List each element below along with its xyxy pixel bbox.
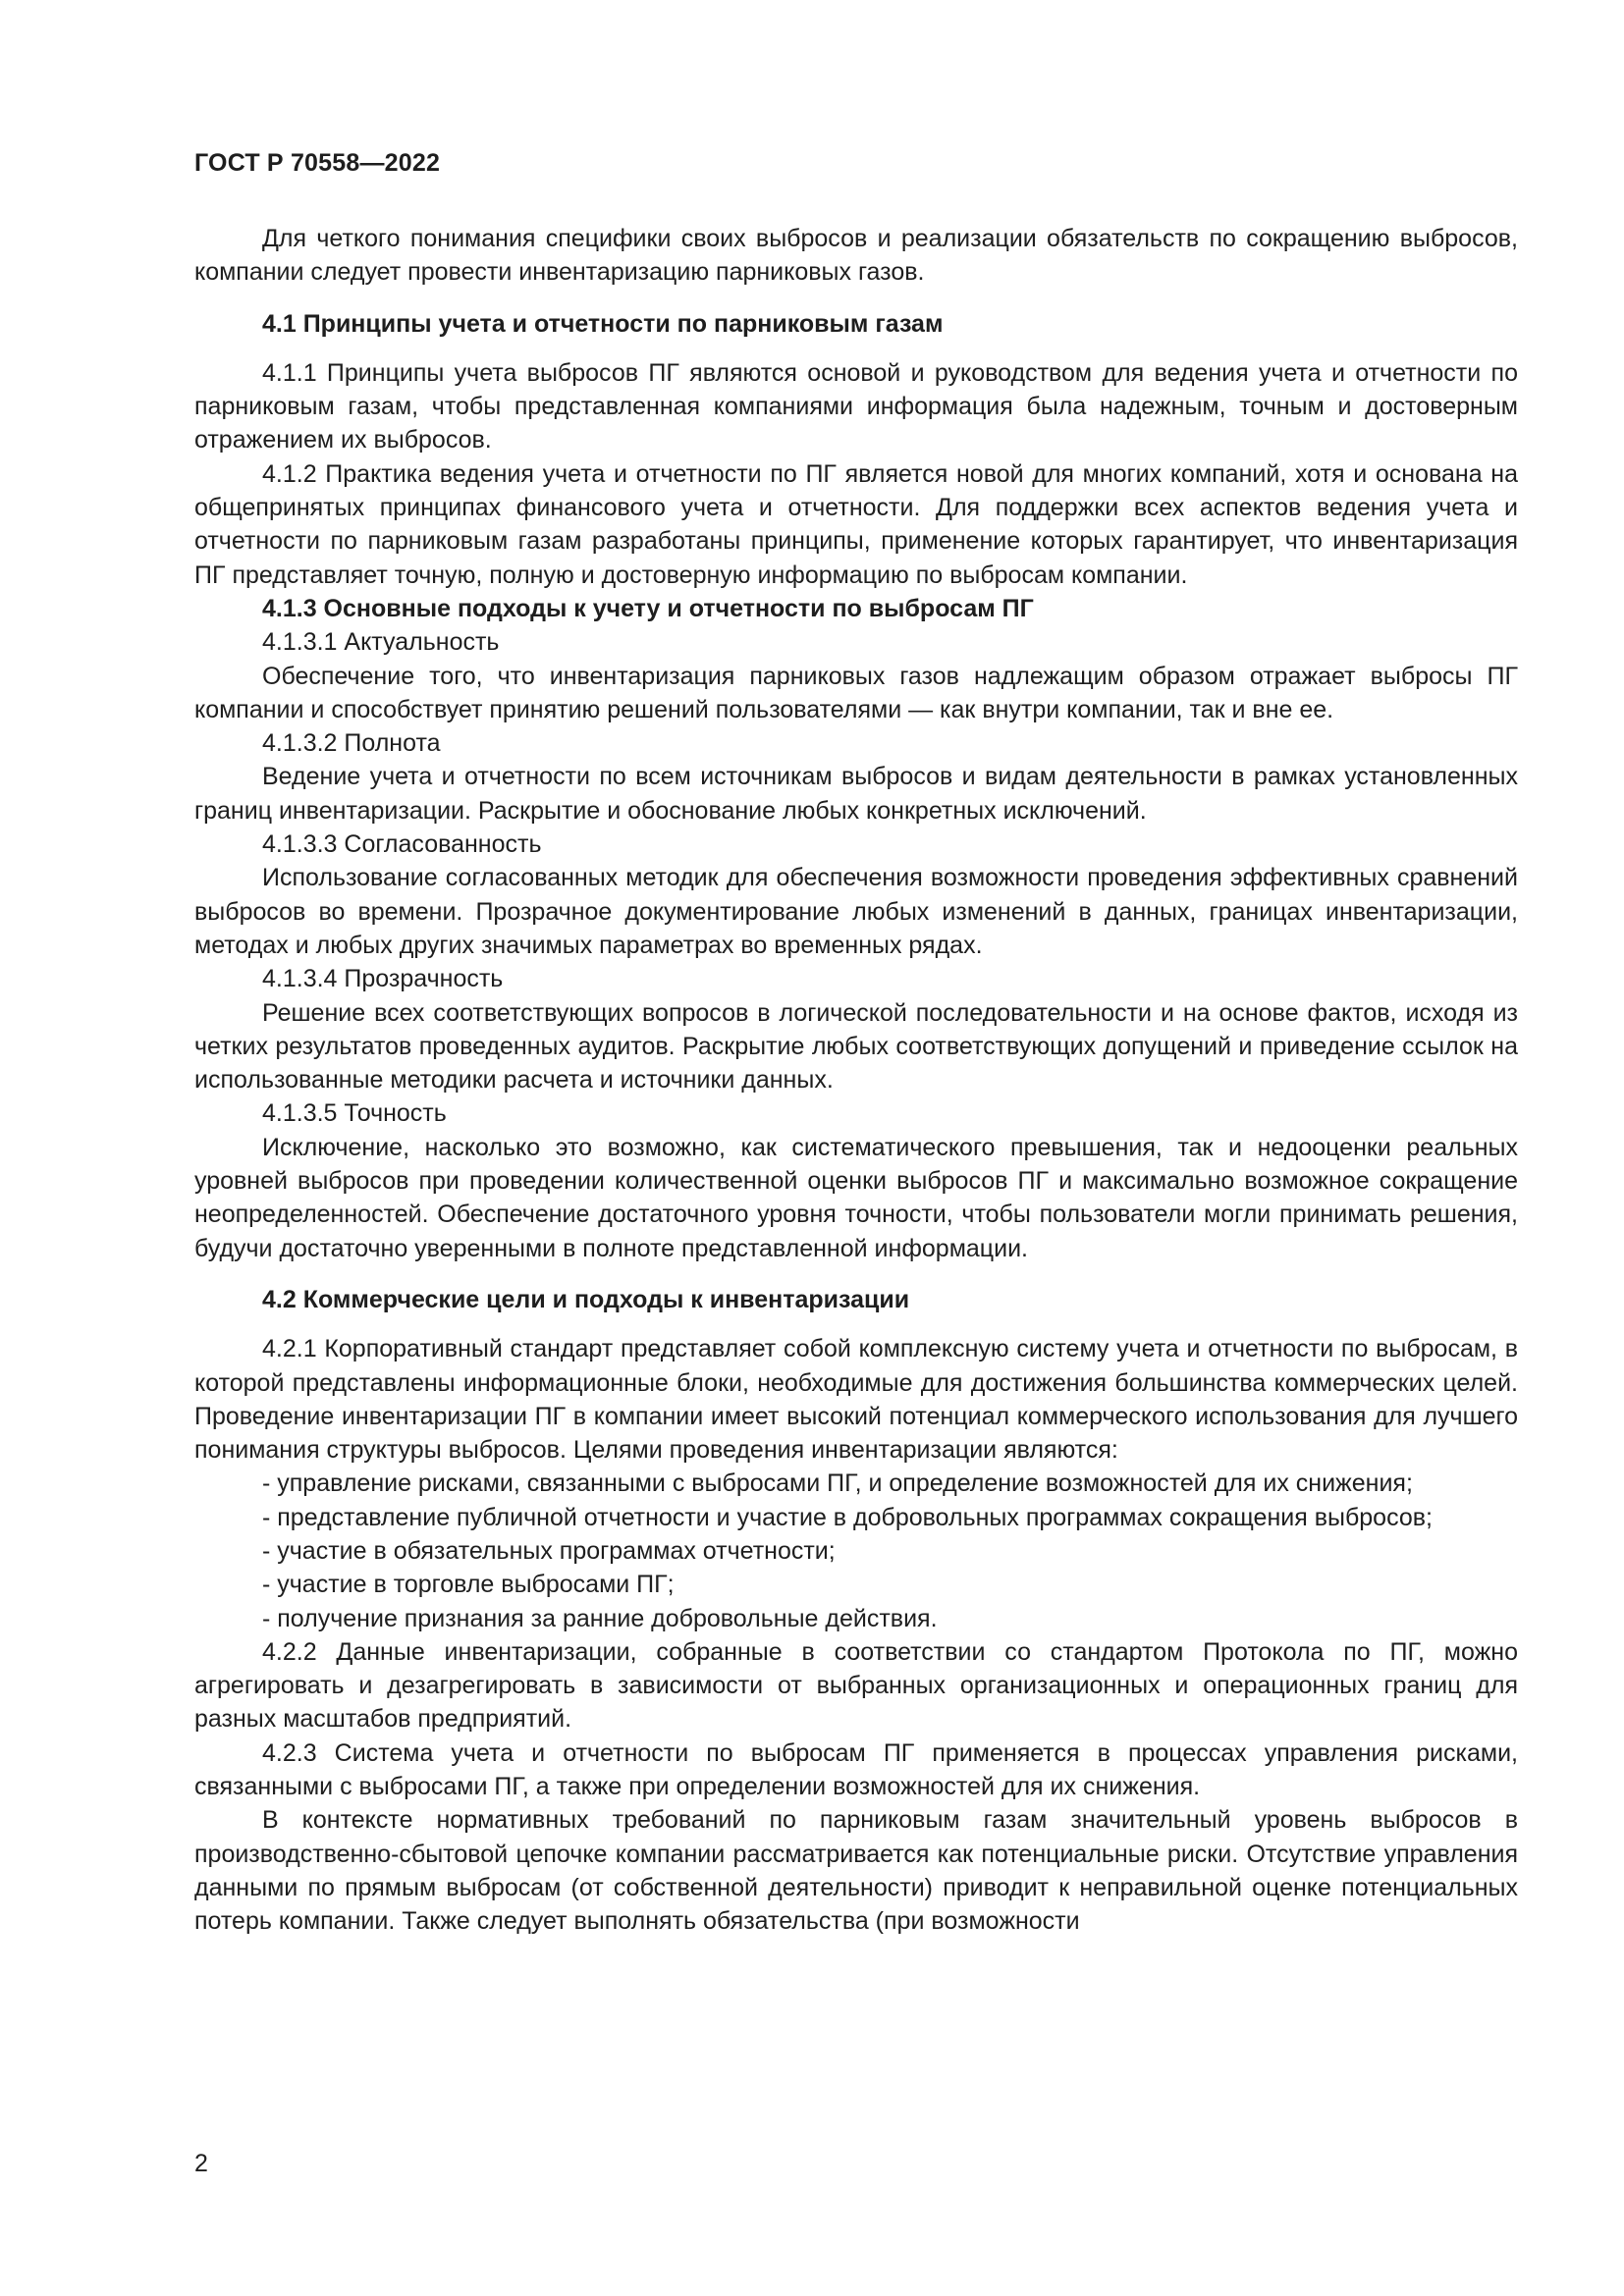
paragraph-4-2-3: 4.2.3 Система учета и отчетности по выбросам ПГ применяется в процессах управления рисками, связанными с выбросами ПГ, а также при определении возможностей для их снижения.	[194, 1738, 1518, 1801]
paragraph-risks: В контексте нормативных требований по парниковым газам значительный уровень выбросов в производственно-сбытовой цепочке компании рассматривается как потенциальные риски. Отсутствие управления данными по прямым выбросам (от собственной деятельности) приводит к неправильной оценке потенциальных потерь компании. Также следует выполнять обязательства (при возможности	[194, 1806, 1518, 1936]
list-item: - представление публичной отчетности и участие в добровольных программах сокращения выбросов;	[262, 1503, 1433, 1531]
item-text: Обеспечение того, что инвентаризация парниковых газов надлежащим образом отражает выбросы ПГ компании и способствует принятию решений пользователями — как внутри компании, так и вне ее.	[194, 662, 1518, 723]
document-body	[194, 222, 1518, 1939]
paragraph-4-2-2: 4.2.2 Данные инвентаризации, собранные в соответствии со стандартом Протокола по ПГ, можно агрегировать и дезагрегировать в зависимости от выбранных организационных и операционных границ для разных масштабов предприятий.	[194, 1637, 1518, 1734]
paragraph-4-1-2: 4.1.2 Практика ведения учета и отчетности по ПГ является новой для многих компаний, хотя и основана на общепринятых принципах финансового учета и отчетности. Для поддержки всех аспектов ведения учета и отчетности по парниковым газам разработаны принципы, применение которых гарантирует, что инвентаризация ПГ представляет точную, полную и достоверную информацию по выбросам компании.	[194, 459, 1518, 589]
item-heading: 4.1.3.1 Актуальность	[262, 628, 500, 657]
intro-paragraph: Для четкого понимания специфики своих выбросов и реализации обязательств по сокращению выбросов, компании следует провести инвентаризацию парниковых газов.	[194, 225, 1518, 287]
item-text: Ведение учета и отчетности по всем источникам выбросов и видам деятельности в рамках установленных границ инвентаризации. Раскрытие и обоснование любых конкретных исключений.	[194, 763, 1518, 825]
section-4-1-3-title: 4.1.3 Основные подходы к учету и отчетности по выбросам ПГ	[262, 594, 1034, 622]
paragraph-4-1-1: 4.1.1 Принципы учета выбросов ПГ являются основой и руководством для ведения учета и отчетности по парниковым газам, чтобы представленная компаниями информация была надежным, точным и достоверным отражением их выбросов.	[194, 358, 1518, 454]
list-item: - управление рисками, связанными с выбросами ПГ, и определение возможностей для их снижения;	[262, 1469, 1413, 1498]
item-heading: 4.1.3.2 Полнота	[262, 729, 441, 758]
document-code-header: ГОСТ Р 70558—2022	[194, 149, 441, 177]
list-item: - получение признания за ранние добровольные действия.	[262, 1604, 938, 1632]
item-text: Решение всех соответствующих вопросов в логической последовательности и на основе фактов, исходя из четких результатов проведенных аудитов. Раскрытие любых соответствующих допущений и приведение ссылок на использованные методики расчета и источники данных.	[194, 998, 1518, 1095]
item-heading: 4.1.3.4 Прозрачность	[262, 965, 504, 993]
list-item: - участие в торговле выбросами ПГ;	[262, 1571, 675, 1599]
section-4-2-title: 4.2 Коммерческие цели и подходы к инвентаризации	[262, 1285, 910, 1313]
item-text: Использование согласованных методик для обеспечения возможности проведения эффективных сравнений выбросов во времени. Прозрачное документирование любых изменений в данных, границах инвентаризации, методах и любых других значимых параметрах во временных рядах.	[194, 864, 1518, 959]
section-4-1-title: 4.1 Принципы учета и отчетности по парниковым газам	[262, 309, 944, 338]
page-number: 2	[194, 2150, 208, 2177]
paragraph-4-2-1: 4.2.1 Корпоративный стандарт представляет собой комплексную систему учета и отчетности по выбросам, в которой представлены информационные блоки, необходимые для достижения большинства коммерческих целей. Проведение инвентаризации ПГ в компании имеет высокий потенциал коммерческого использования для лучшего понимания структуры выбросов. Целями проведения инвентаризации являются:	[194, 1335, 1518, 1465]
list-item: - участие в обязательных программах отчетности;	[262, 1536, 836, 1565]
item-heading: 4.1.3.5 Точность	[262, 1099, 447, 1128]
item-text: Исключение, насколько это возможно, как систематического превышения, так и недооценки реальных уровней выбросов при проведении количественной оценки выбросов ПГ и максимально возможное сокращение неопределенностей. Обеспечение достаточного уровня точности, чтобы пользователи могли принимать решения, будучи достаточно уверенными в полноте представленной информации.	[194, 1133, 1518, 1262]
item-heading: 4.1.3.3 Согласованность	[262, 830, 542, 859]
